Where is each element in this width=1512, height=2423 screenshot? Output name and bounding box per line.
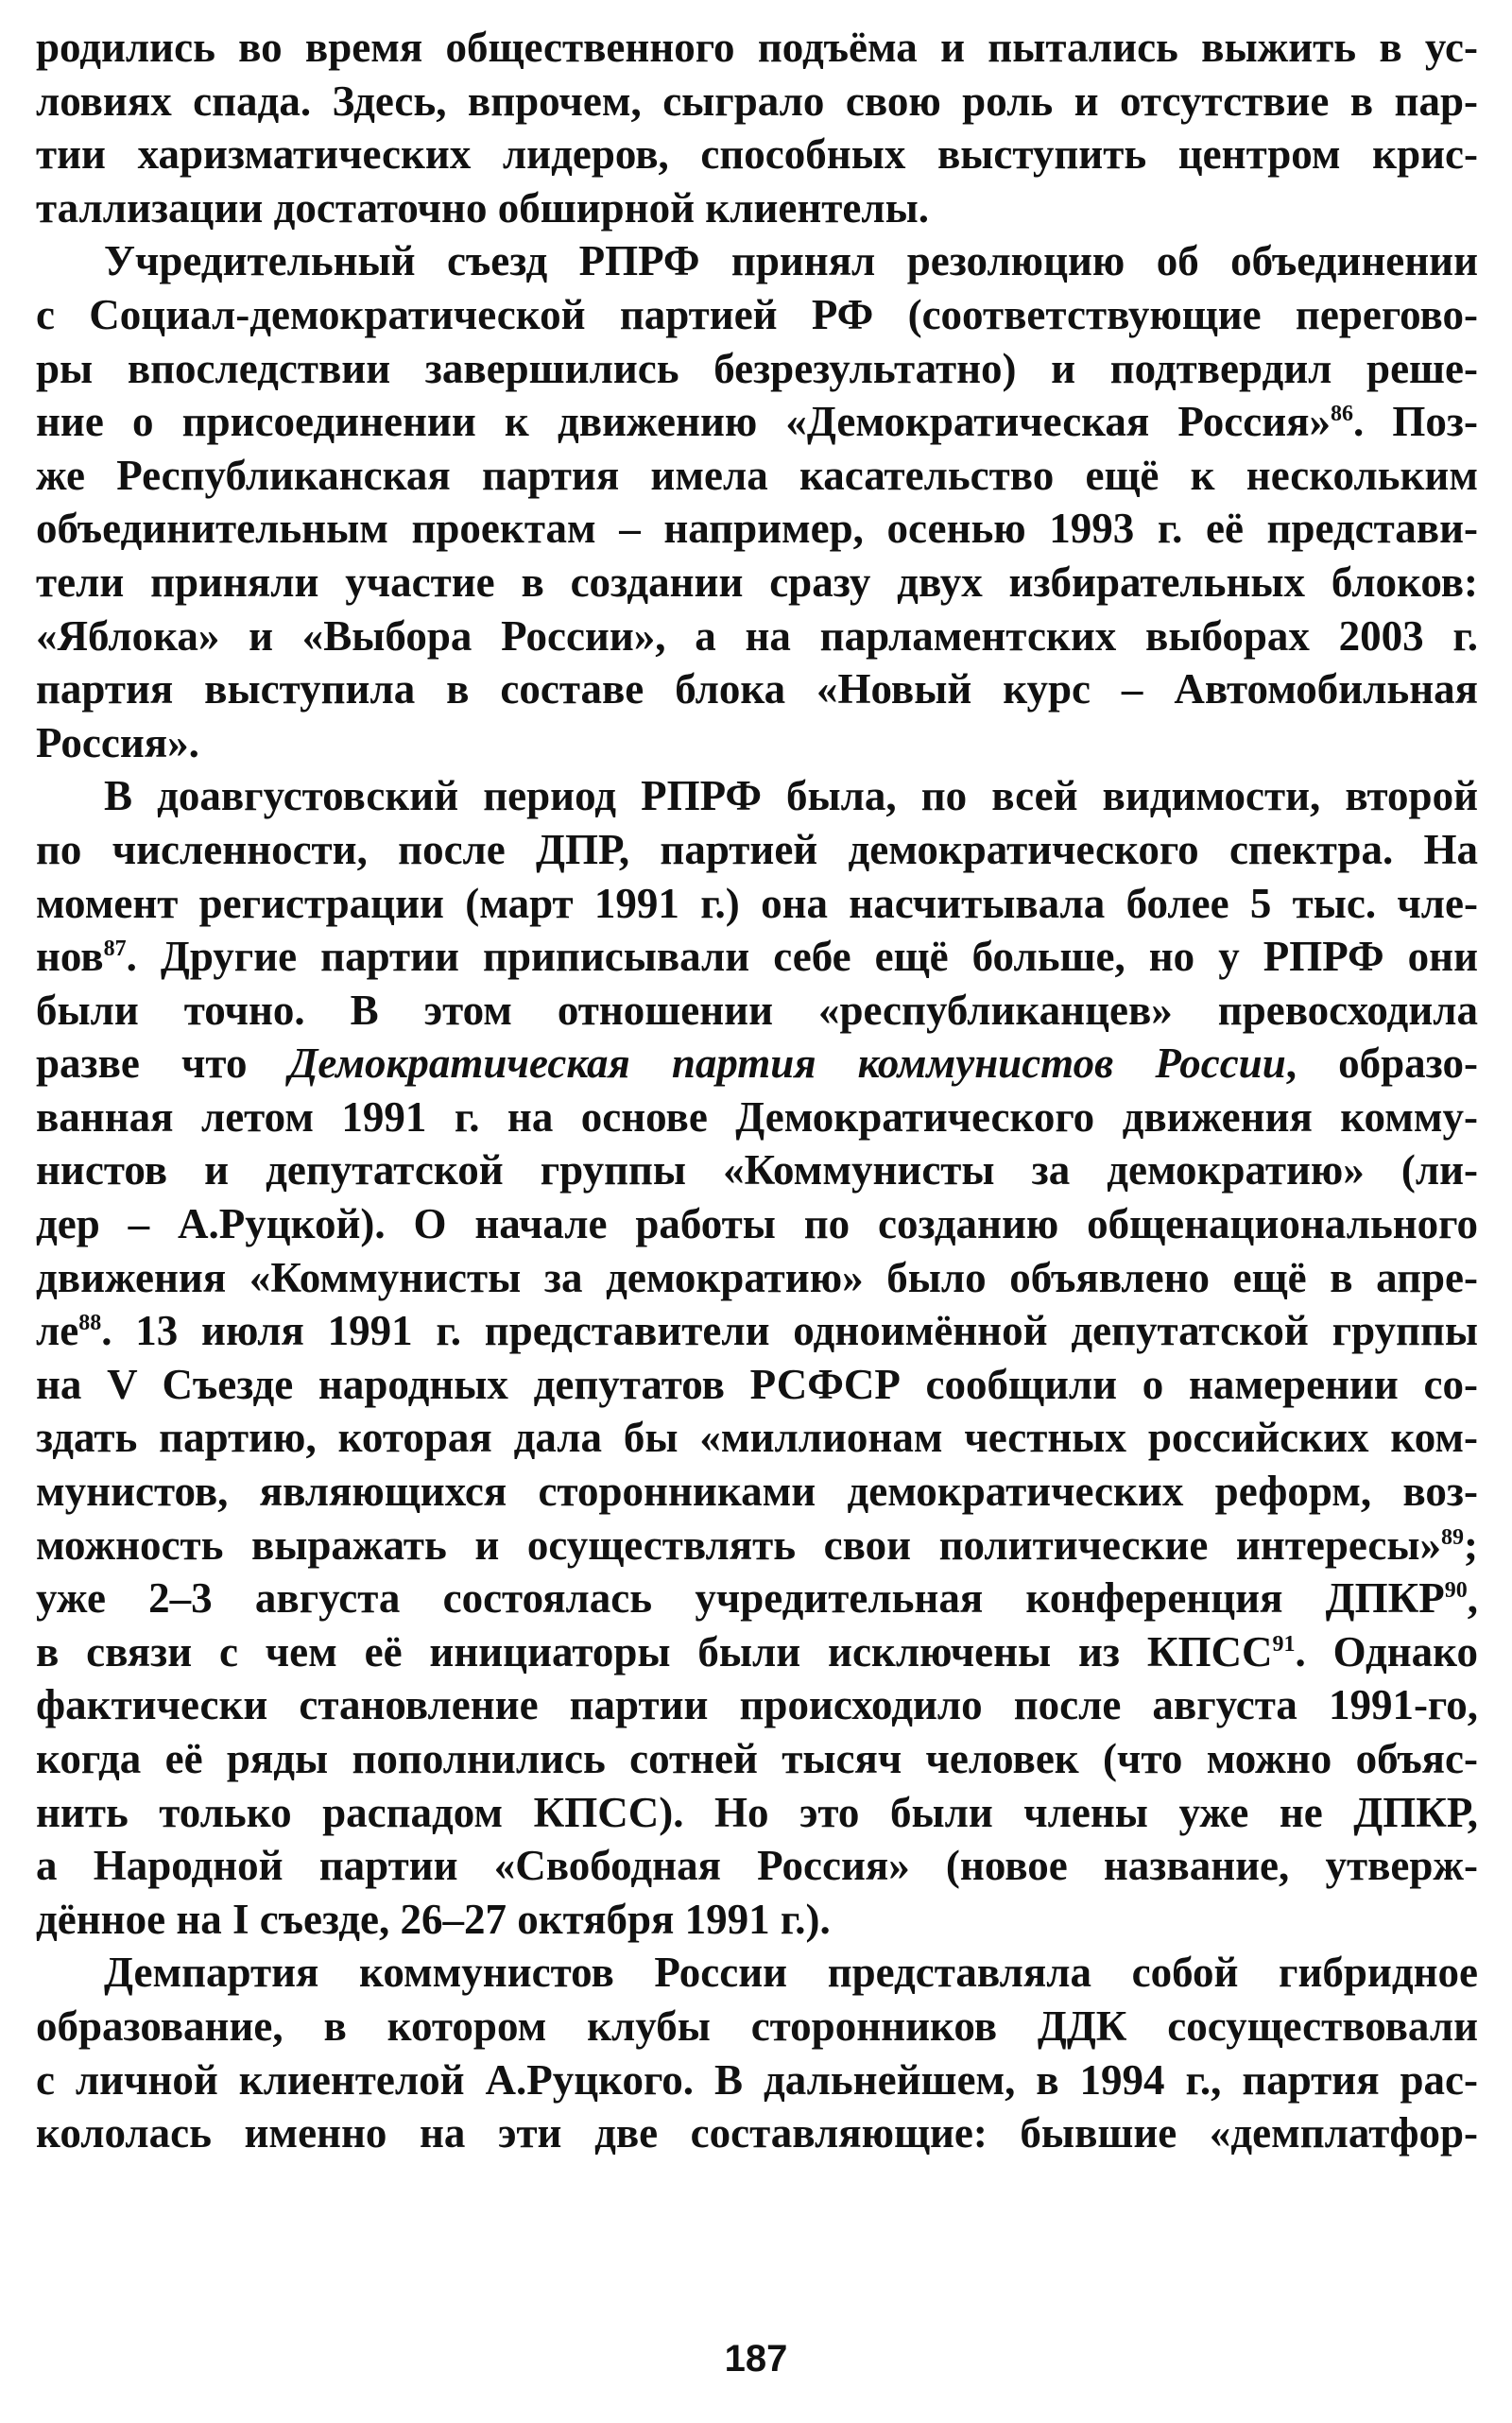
text-line: ванная летом 1991 г. на основе Демократического движения комму- [36,1092,1478,1141]
text-line: уже 2–3 августа состоялась учредительная конференция ДПКР$^{90}$, [36,1574,1478,1623]
text-line: разве что Демократическая партия коммунистов России, образо- [36,1040,1478,1088]
text-line: момент регистрации (март 1991 г.) она насчитывала более 5 тыс. чле- [36,879,1478,927]
footnote-ref: 89 [1441,1524,1464,1550]
page-body [36,21,1478,2160]
page-number: 187 [724,2338,788,2380]
footnote-ref: 86 [1331,402,1354,427]
text-line: по численности, после ДПР, партией демократического спектра. На [36,825,1478,873]
text-line: В доавгустовский период РПРФ была, по всей видимости, второй [104,772,1478,820]
paragraph [36,234,1478,769]
text-line: с личной клиентелой А.Руцкого. В дальнейшем, в 1994 г., партия рас- [36,2055,1478,2104]
text-line: в связи с чем её инициаторы были исключены из КПСС$^{91}$. Однако [36,1627,1478,1675]
text-line: можность выражать и осуществлять свои политические интересы»$^{89}$; [36,1521,1478,1569]
text-line: «Яблока» и «Выбора России», а на парламентских выборах 2003 г. [36,611,1478,660]
footnote-ref: 91 [1272,1631,1296,1657]
text-line: таллизации достаточно обширной клиентелы. [36,183,929,232]
text-line: Россия». [36,718,199,766]
text-line: партия выступила в составе блока «Новый курс – Автомобильная [36,665,1478,713]
text-line: фактически становление партии происходило после августа 1991-го, [36,1681,1478,1729]
text-line: с Социал-демократической партией РФ (соответствующие перегово- [36,290,1478,338]
text-line: дер – А.Руцкой). О начале работы по созданию общенационального [36,1200,1478,1248]
text-line: на V Съезде народных депутатов РСФСР сообщили о намерении со- [36,1360,1478,1408]
text-line: здать партию, которая дала бы «миллионам честных российских ком- [36,1414,1478,1462]
paragraph [36,769,1478,1946]
text-line: тии харизматических лидеров, способных выступить центром крис- [36,130,1478,179]
text-line: движения «Коммунисты за демократию» было объявлено ещё в апре- [36,1253,1478,1301]
footnote-ref: 90 [1444,1578,1468,1604]
text-line: тели приняли участие в создании сразу двух избирательных блоков: [36,558,1478,606]
text-line: ловиях спада. Здесь, впрочем, сыграло свою роль и отсутствие в пар- [36,77,1478,125]
text-line: же Республиканская партия имела касательство ещё к нескольким [36,451,1478,499]
paragraph [36,1946,1478,2159]
text-line: когда её ряды пополнились сотней тысяч человек (что можно объяс- [36,1735,1478,1782]
text-line: Демпартия коммунистов России представляла собой гибридное [104,1949,1478,1997]
text-line: нить только распадом КПСС). Но это были члены уже не ДПКР, [36,1788,1478,1836]
text-line: ры впоследствии завершились безрезультатно) и подтвердил реше- [36,344,1478,392]
text-line: объединительным проектам – например, осенью 1993 г. её представи- [36,505,1478,553]
text-line: образование, в котором клубы сторонников ДДК сосуществовали [36,2002,1478,2050]
text-line: мунистов, являющихся сторонниками демократических реформ, воз- [36,1468,1478,1516]
text-line: дённое на I съезде, 26–27 октября 1991 г.). [36,1895,831,1943]
paragraph [36,21,1478,234]
text-line: ние о присоединении к движению «Демократическая Россия»$^{86}$. Поз- [36,398,1478,446]
text-line: родились во время общественного подъёма и пытались выжить в ус- [36,24,1478,71]
footnote-ref: 88 [78,1311,102,1336]
text-line: кололась именно на эти две составляющие: бывшие «демплатфор- [36,2109,1478,2157]
text-line: Учредительный съезд РПРФ принял резолюцию об объединении [104,237,1478,285]
text-line: а Народной партии «Свободная Россия» (новое название, утверж- [36,1842,1478,1890]
text-line: нов$^{87}$. Другие партии приписывали себе ещё больше, но у РПРФ они [36,933,1478,981]
party-name-emphasis: Демократическая партия коммунистов России [288,1040,1286,1088]
text-line: были точно. В этом отношении «республиканцев» превосходила [36,986,1478,1034]
text-line: нистов и депутатской группы «Коммунисты за демократию» (ли- [36,1146,1478,1194]
footnote-ref: 87 [103,937,127,962]
text-line: $ле^{88}$. 13 июля 1991 г. представители одноимённой депутатской группы [36,1307,1478,1355]
